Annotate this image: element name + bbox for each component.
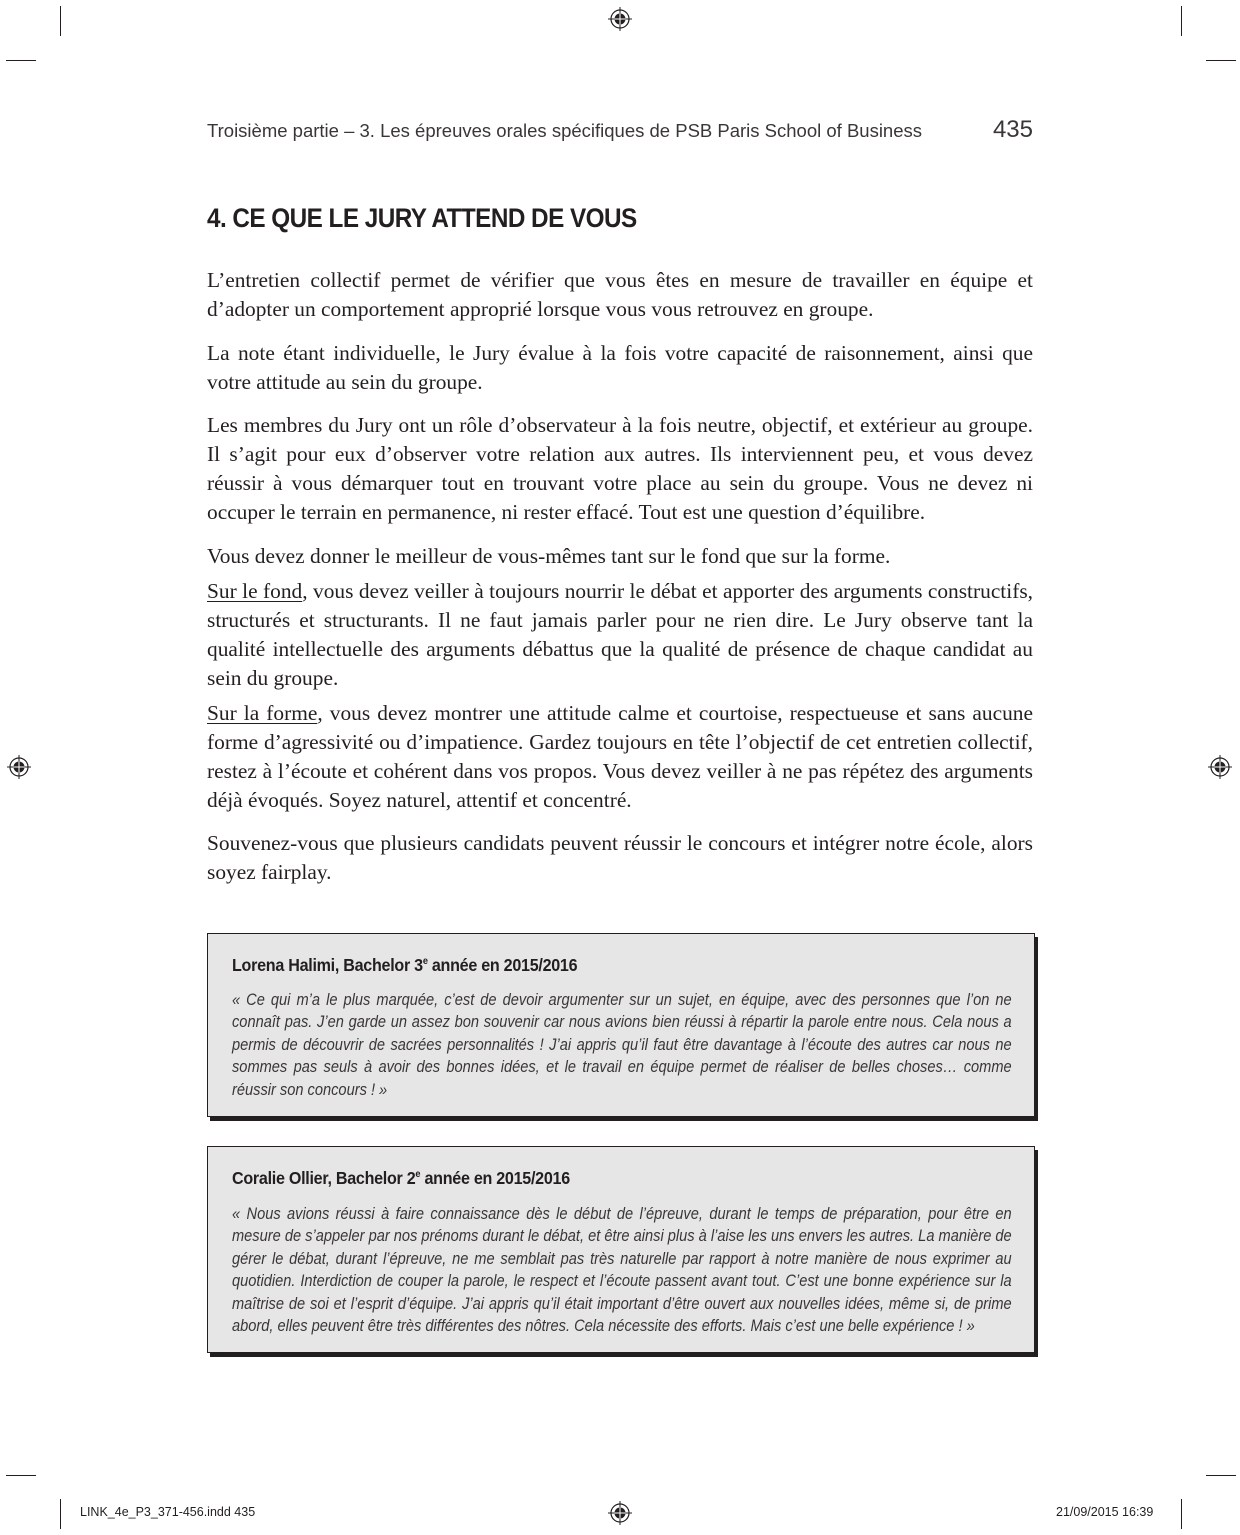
crop-mark-bottom-left-h xyxy=(6,1475,36,1476)
testimonial-author xyxy=(232,1168,570,1189)
paragraph-text: , vous devez veiller à toujours nourrir le débat et apporter des arguments constructifs, structurés et structurants. Il ne faut jamais parler pour ne rien dire. Le Jury observe tant la qualité intellectuelle des arguments débattus que la qualité de présence de chaque candidat au sein du groupe. xyxy=(207,578,1033,690)
crop-mark-top-right-h xyxy=(1206,60,1236,61)
paragraph: Les membres du Jury ont un rôle d’observateur à la fois neutre, objectif, et extérieur au groupe. Il s’agit pour eux d’observer votre relation aux autres. Ils interviennent peu, et vous devez réussir à vous démarquer tout en trouvant votre place au sein du groupe. Vous ne devez ni occuper le terrain en permanence, ni rester effacé. Tout est une question d’équilibre. xyxy=(207,413,1033,524)
ordinal-superscript: e xyxy=(422,956,428,968)
crop-mark-bottom-right-h xyxy=(1206,1475,1236,1476)
underlined-lead: Sur la forme xyxy=(207,700,318,725)
slug-file: LINK_4e_P3_371-456.indd 435 xyxy=(80,1505,256,1519)
running-header-title: Troisième partie – 3. Les épreuves orales spécifiques de PSB Paris School of Business xyxy=(207,120,923,141)
testimonial-author xyxy=(232,955,577,976)
slug-date: 21/09/2015 16:39 xyxy=(1056,1505,1154,1519)
section-heading: 4. CE QUE LE JURY ATTEND DE VOUS xyxy=(207,203,637,233)
testimonial-quote: « Nous avions réussi à faire connaissance dès le début de l’épreuve, durant le temps de préparation, pour être en mesure de s’appeler par nos prénoms durant le débat, et être ainsi plus à l’aise les uns envers les autres. La manière de gérer le débat, durant l’épreuve, ne me semblait pas très naturelle par rapport à notre manière de nous exprimer au quotidien. Interdiction de couper la parole, le respect et l’écoute passent avant tout. C’est une bonne expérience sur la maîtrise de soi et l’esprit d’équipe. J’ai appris qu’il était important d’être ouvert aux nouvelles idées, même si, de prime abord, elles peuvent être très différentes des nôtres. Cela nécessite des efforts. Mais c’est une belle expérience ! » xyxy=(232,1205,1012,1336)
page-number: 435 xyxy=(992,116,1033,143)
paragraph-forme xyxy=(207,699,1033,815)
paragraph: La note étant individuelle, le Jury évalue à la fois votre capacité de raisonnement, ainsi que votre attitude au sein du groupe. xyxy=(207,340,1033,394)
crop-mark-top-left xyxy=(60,6,61,36)
author-name: Lorena Halimi, Bachelor 3 xyxy=(232,955,423,975)
author-year: année en 2015/2016 xyxy=(427,955,578,975)
author-year: année en 2015/2016 xyxy=(420,1168,570,1188)
paragraph-fond xyxy=(207,577,1033,693)
registration-mark-icon xyxy=(1208,755,1232,779)
running-header xyxy=(207,116,1035,146)
ordinal-superscript: e xyxy=(415,1169,421,1181)
body-text xyxy=(207,266,1033,902)
paragraph: L’entretien collectif permet de vérifier que vous êtes en mesure de travailler en équipe et d’adopter un comportement approprié lorsque vous vous retrouvez en groupe. xyxy=(207,268,1033,321)
crop-mark-bottom-right xyxy=(1181,1499,1182,1529)
registration-mark-icon xyxy=(7,755,31,779)
underlined-lead: Sur le fond xyxy=(207,578,303,603)
testimonial-box xyxy=(207,1146,1035,1353)
author-name: Coralie Ollier, Bachelor 2 xyxy=(232,1168,416,1188)
crop-mark-top-right xyxy=(1181,6,1182,36)
crop-mark-top-left-h xyxy=(6,60,36,61)
registration-mark-icon xyxy=(608,1501,632,1525)
testimonial-quote: « Ce qui m’a le plus marquée, c’est de devoir argumenter sur un sujet, en équipe, avec des personnes que l’on ne connaît pas. J’en garde un assez bon souvenir car nous avions bien réussi à répartir la parole entre nous. Cela nous a permis de découvrir de sacrées personnalités ! J’ai appris qu’il faut être davantage à l’écoute des autres car nous ne sommes pas seuls à avoir des bonnes idées, et le travail en équipe permet de réaliser de belles choses… comme réussir son concours ! » xyxy=(232,991,1012,1099)
paragraph: Souvenez-vous que plusieurs candidats peuvent réussir le concours et intégrer notre école, alors soyez fairplay. xyxy=(207,831,1033,884)
registration-mark-icon xyxy=(608,7,632,31)
crop-mark-bottom-left xyxy=(60,1499,61,1529)
testimonial-box xyxy=(207,933,1035,1117)
paragraph: Vous devez donner le meilleur de vous-mêmes tant sur le fond que sur la forme. xyxy=(207,543,891,568)
paragraph-text: , vous devez montrer une attitude calme et courtoise, respectueuse et sans aucune forme d’agressivité ou d’impatience. Gardez toujours en tête l’objectif de cet entretien collectif, restez à l’écoute et cohérent dans vos propos. Vous devez veiller à ne pas répétez des arguments déjà évoqués. Soyez naturel, attentif et concentré. xyxy=(207,700,1033,812)
